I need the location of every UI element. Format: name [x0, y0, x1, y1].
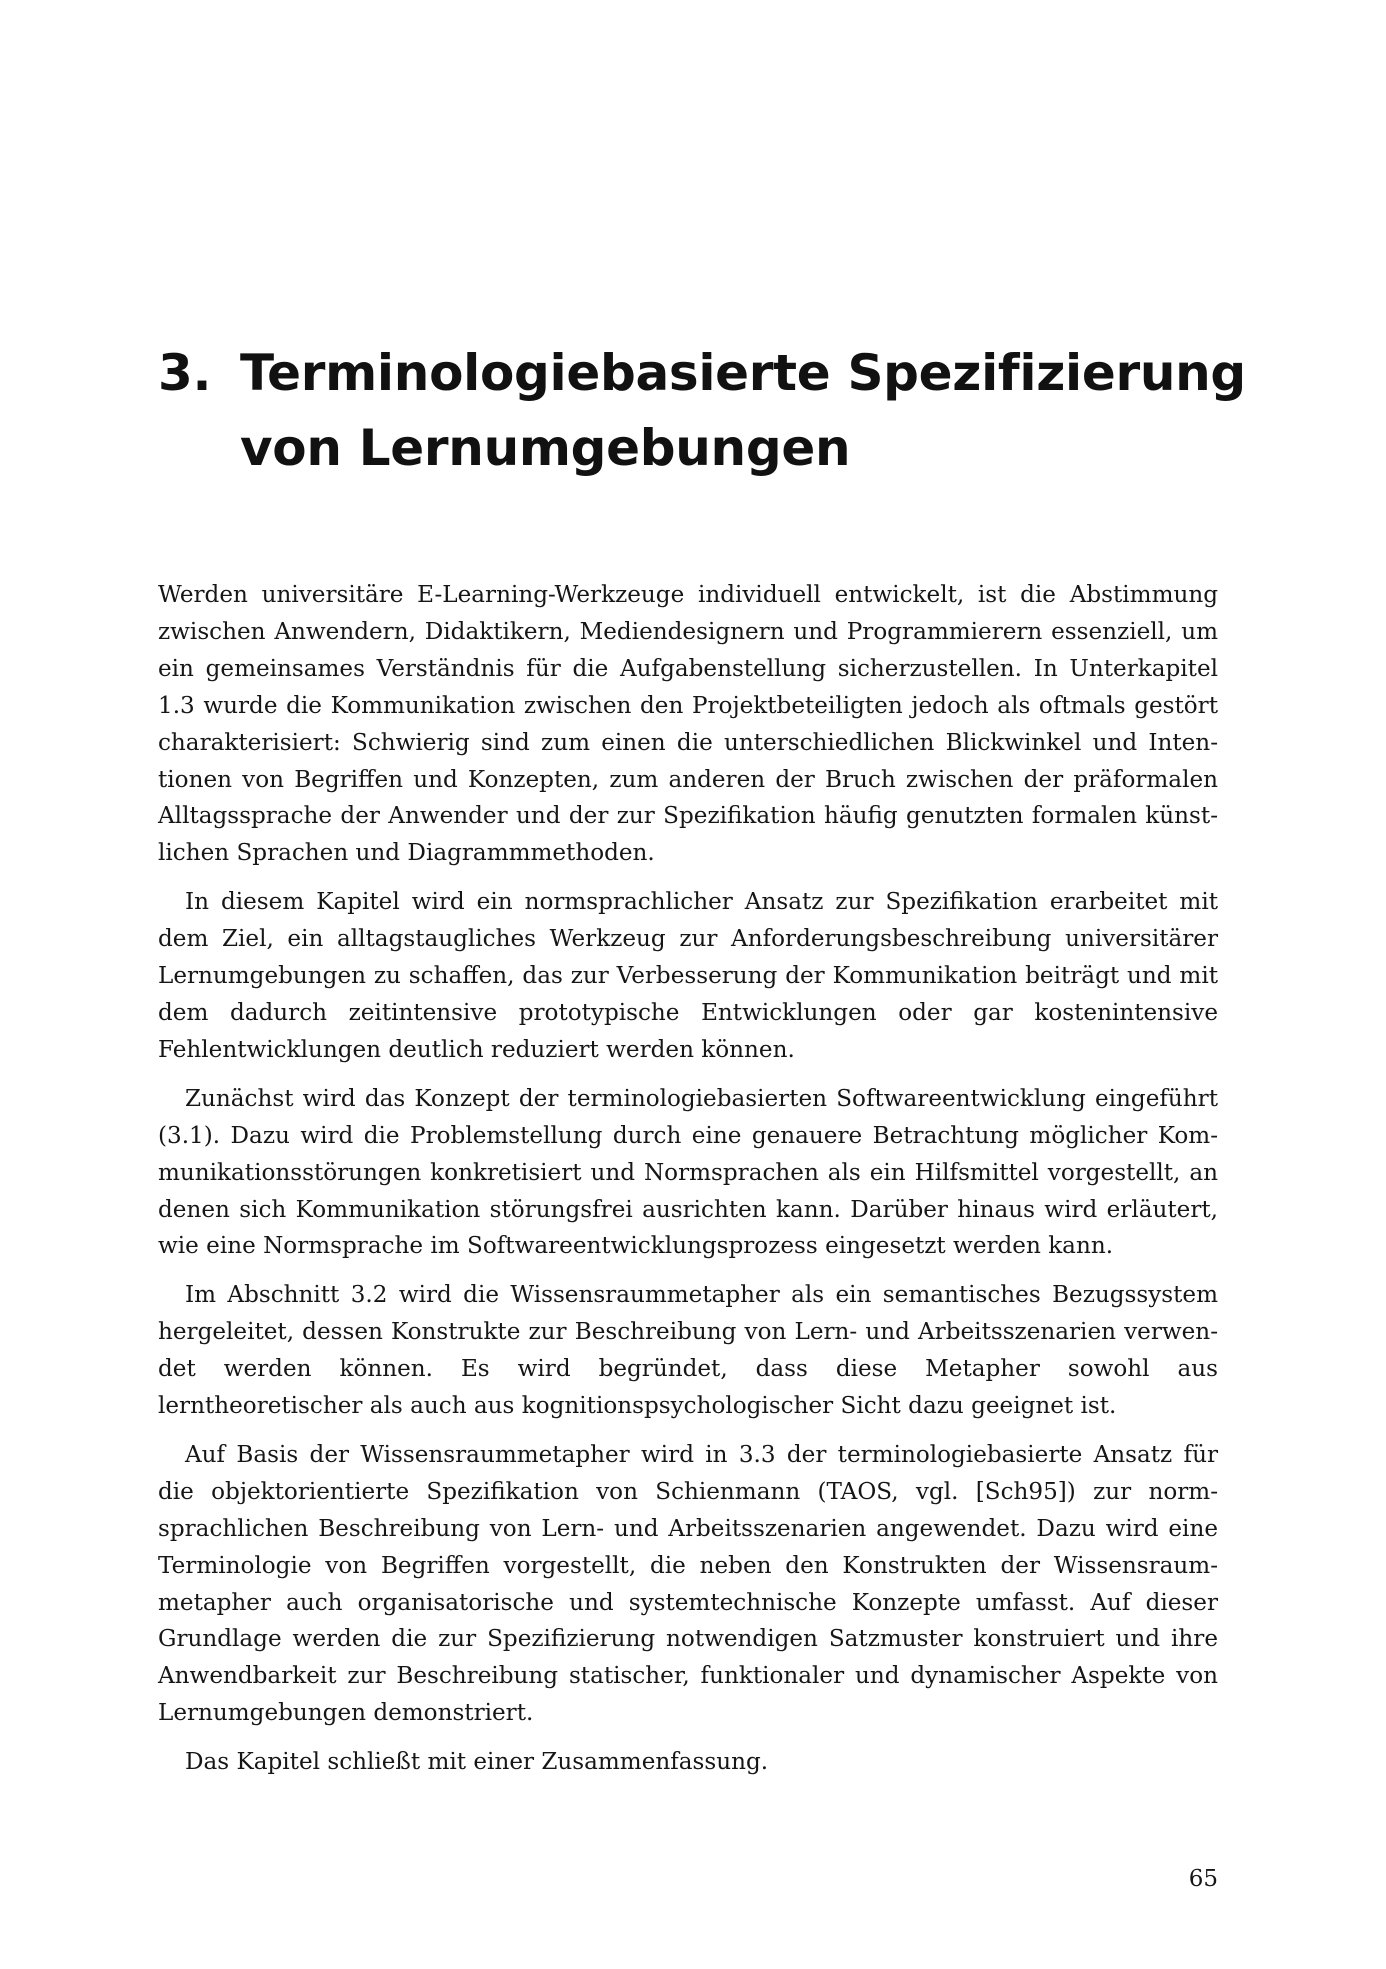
- chapter-body: [158, 577, 1218, 1793]
- chapter-number: 3.: [158, 344, 212, 402]
- paragraph-section-3-3: Auf Basis der Wissensraummetapher wird in 3.3 der terminologiebasierte Ansatz für die objektorientierte Spezifikation von Schienmann (TAOS, vgl. [Sch95]) zur normsprachlichen Beschreibung von Lern- und Arbeitsszenarien angewendet. Dazu wird eine Terminologie von Begriffen vorgestellt, die neben den Konstrukten der Wissensraummetapher auch organisatorische und systemtechnische Konzepte umfasst. Auf dieser Grundlage werden die zur Spezifizierung notwendigen Satzmuster konstruiert und ihre Anwendbarkeit zur Beschreibung statischer, funktionaler und dynamischer Aspekte von Lernumgebungen demonstriert.: [158, 1441, 1218, 1727]
- paragraph-approach: In diesem Kapitel wird ein normsprachlicher Ansatz zur Spezifikation erarbeitet mit dem Ziel, ein alltagstaugliches Werkzeug zur Anforderungsbeschreibung universitärer Lernumgebungen zu schaffen, das zur Verbesserung der Kommunikation beiträgt und mit dem dadurch zeitintensive prototypische Entwicklungen oder gar kostenintensive Fehlentwicklungen deutlich reduziert werden können.: [158, 889, 1218, 1063]
- paragraph-intro: Werden universitäre E-Learning-Werkzeuge individuell entwickelt, ist die Abstimmung zwischen Anwendern, Didaktikern, Mediendesignern und Programmierern essenziell, um ein gemeinsames Verständnis für die Aufgabenstellung sicherzustellen. In Unterkapitel 1.3 wurde die Kommunikation zwischen den Projektbeteiligten jedoch als oftmals gestört charakterisiert: Schwierig sind zum einen die unterschiedlichen Blickwinkel und Intentionen von Begriffen und Konzepten, zum anderen der Bruch zwischen der präformalen Alltagssprache der Anwender und der zur Spezifikation häufig genutzten formalen künstlichen Sprachen und Diagrammmethoden.: [158, 582, 1218, 867]
- page-number: 65: [1188, 1866, 1218, 1892]
- chapter-heading: [158, 336, 1246, 486]
- paragraph-section-3-1: Zunächst wird das Konzept der terminologiebasierten Softwareentwicklung eingeführt (3.1). Dazu wird die Problemstellung durch eine genauere Betrachtung möglicher Kommunikationsstörungen konkretisiert und Normsprachen als ein Hilfsmittel vorgestellt, an denen sich Kommunikation störungsfrei ausrichten kann. Darüber hinaus wird erläutert, wie eine Normsprache im Softwareentwicklungsprozess eingesetzt werden kann.: [158, 1085, 1218, 1260]
- chapter-title-line-2: von Lernumgebungen: [240, 419, 851, 477]
- paragraph-section-3-2: Im Abschnitt 3.2 wird die Wissensraummetapher als ein semantisches Bezugssystem hergeleitet, dessen Konstrukte zur Beschreibung von Lern- und Arbeitsszenarien verwendet werden können. Es wird begründet, dass diese Metapher sowohl aus lerntheoretischer als auch aus kognitionspsychologischer Sicht dazu geeignet ist.: [158, 1282, 1218, 1420]
- chapter-title-line-1: Terminologiebasierte Spezifizierung: [240, 344, 1246, 402]
- paragraph-summary: Das Kapitel schließt mit einer Zusammenfassung.: [185, 1749, 769, 1776]
